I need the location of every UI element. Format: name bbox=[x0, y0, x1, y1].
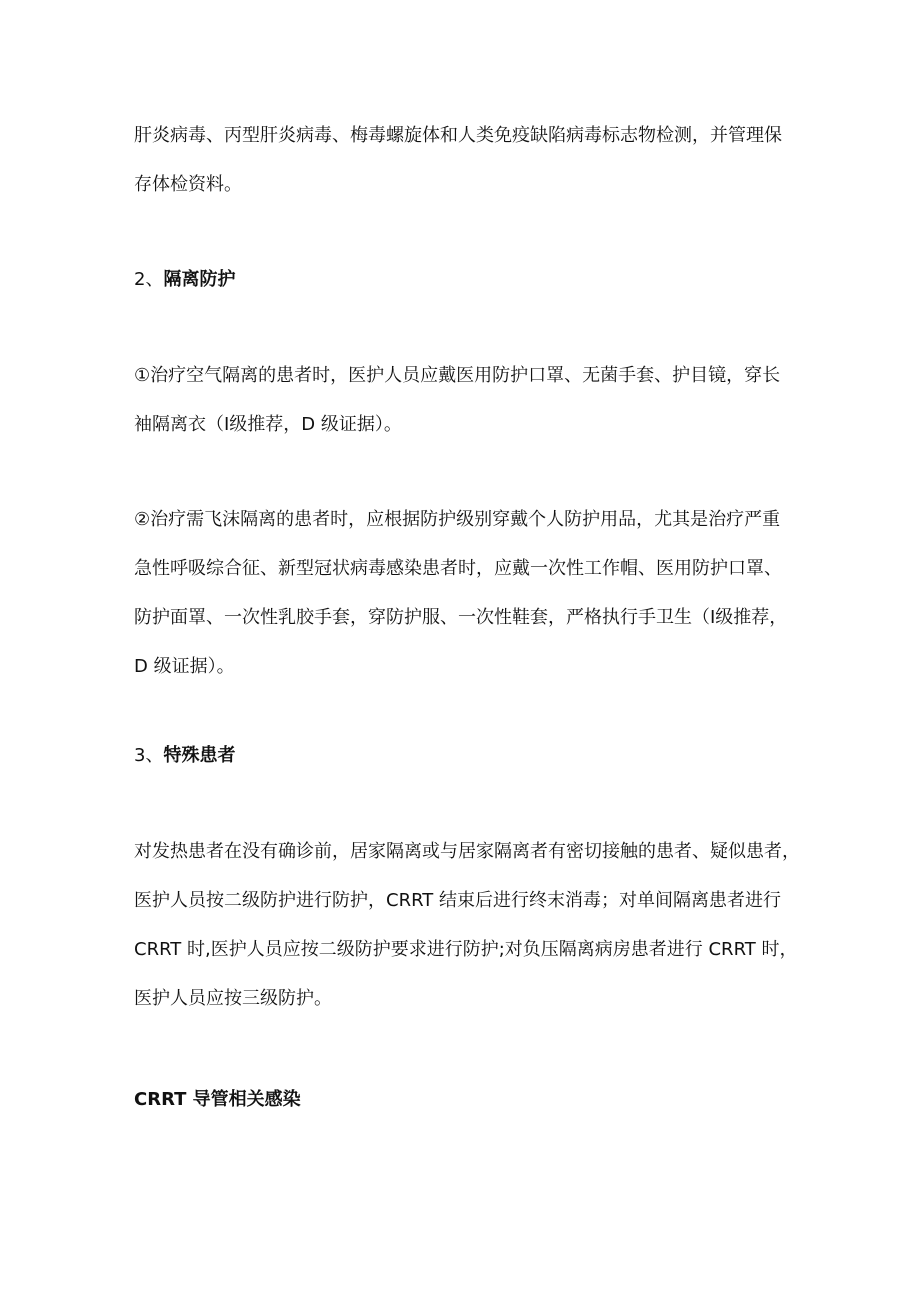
catheter-infection-heading bbox=[134, 1075, 824, 1124]
section-title: 特殊患者 bbox=[163, 745, 236, 766]
special-line-3: CRRT 时,医护人员应按二级防护要求进行防护;对负压隔离病房患者进行 CRRT 时， bbox=[134, 939, 798, 960]
heading-text: CRRT 导管相关感染 bbox=[134, 1089, 301, 1110]
special-patients-paragraph bbox=[134, 827, 824, 1023]
airborne-isolation-paragraph bbox=[134, 351, 824, 449]
section-title: 隔离防护 bbox=[163, 269, 236, 290]
section-heading-isolation bbox=[134, 255, 824, 304]
special-line-1: 对发热患者在没有确诊前，居家隔离或与居家隔离者有密切接触的患者、疑似患者， bbox=[134, 841, 800, 862]
item2-line-4: D 级证据）。 bbox=[134, 656, 235, 677]
intro-paragraph bbox=[134, 111, 824, 209]
item1-line-1: ①治疗空气隔离的患者时，医护人员应戴医用防护口罩、无菌手套、护目镜，穿长 bbox=[134, 365, 781, 386]
intro-line-1: 肝炎病毒、丙型肝炎病毒、梅毒螺旋体和人类免疫缺陷病毒标志物检测，并管理保 bbox=[134, 125, 782, 146]
item2-line-2: 急性呼吸综合征、新型冠状病毒感染患者时，应戴一次性工作帽、医用防护口罩、 bbox=[134, 558, 782, 579]
droplet-isolation-paragraph bbox=[134, 495, 824, 691]
section-number: 3、 bbox=[134, 745, 164, 766]
section-number: 2、 bbox=[134, 269, 164, 290]
item2-line-3: 防护面罩、一次性乳胶手套，穿防护服、一次性鞋套，严格执行手卫生（Ⅰ级推荐， bbox=[134, 607, 788, 628]
intro-line-2: 存体检资料。 bbox=[134, 174, 242, 195]
item2-line-1: ②治疗需飞沫隔离的患者时，应根据防护级别穿戴个人防护用品，尤其是治疗严重 bbox=[134, 509, 781, 530]
special-line-2: 医护人员按二级防护进行防护，CRRT 结束后进行终末消毒；对单间隔离患者进行 bbox=[134, 890, 781, 911]
section-heading-special-patients bbox=[134, 731, 824, 780]
item1-line-2: 袖隔离衣（Ⅰ级推荐，D 级证据）。 bbox=[134, 414, 402, 435]
special-line-4: 医护人员应按三级防护。 bbox=[134, 988, 332, 1009]
